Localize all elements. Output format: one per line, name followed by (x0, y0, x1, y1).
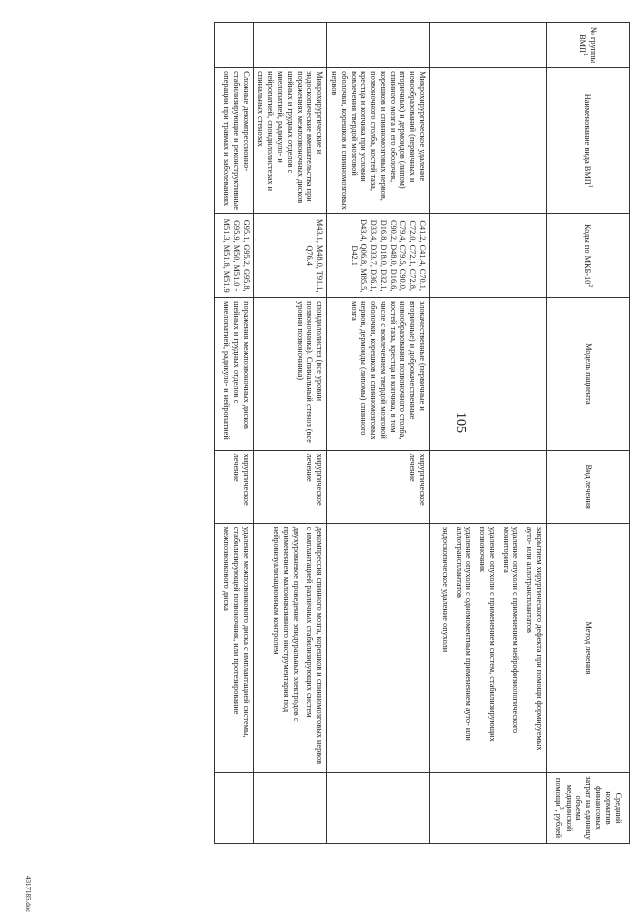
method-cell (253, 523, 326, 772)
model-cell: злокачественные (первичные и вторичные) и доброкачественные новообразования позвоночного столба, костей таза, крестца и копчика, в том числе с вовлечением твердой мозговой оболочки, корешков и спинномозговых нервов, дермоиды (липомы) спинного мозга (327, 298, 430, 451)
method-item: двухуровневое проведение эпидуральных электродов с применением малоинвазивного инструментария под нейровизуализационным контролем (272, 526, 301, 722)
name-cell: Микрохирургические и эндоскопические вмешательства при поражениях межпозвоночных дисков шейных и грудных отделов с миелопатией, радикуло- и нейропатией, спондилолистезах и спинальных стенозах (253, 68, 326, 214)
rotated-page (38, 12, 638, 852)
method-item: удаление опухоли с применением систем, стабилизирующих позвоночник (478, 526, 497, 742)
kind-cell: хирургическое лечение (327, 450, 430, 523)
method-item: удаление межпозвонкового диска с имплантацией системы, стабилизирующей позвоночник, или протезирование межпозвонкового диска (222, 526, 251, 738)
header-method: Метод лечения (547, 523, 630, 772)
method-item: удаление опухоли с одномоментным применением ауто- или аллотрансплантатов (454, 526, 474, 741)
cost-cell (215, 773, 253, 844)
method-item: эндоскопическое удаление опухоли (440, 526, 450, 653)
header-codes: Коды по МКБ-$10^2$ (547, 214, 630, 298)
cost-cell (327, 773, 430, 844)
kind-cell: хирургическое лечение (253, 450, 326, 523)
method-item: закрытием хирургического дефекта при помощи формируемых ауто- или аллотрансплантатов (525, 526, 544, 751)
name-cell: Сложные декомпрессионно-стабилизирующие и реконструктивные операции при травмах и заболеваниях (215, 68, 253, 214)
method-cell (215, 523, 253, 772)
table-row (253, 23, 326, 844)
group-cell (253, 23, 326, 68)
page-number: 105 (453, 412, 468, 433)
table-row (327, 23, 430, 844)
header-row (547, 23, 630, 844)
method-cell (327, 523, 430, 772)
kind-cell: хирургическое лечение (215, 450, 253, 523)
method-cell (430, 523, 547, 772)
footer-filename: 4317185.doc (24, 876, 32, 912)
cost-cell (253, 773, 326, 844)
group-cell (327, 23, 430, 68)
table-row (430, 23, 547, 844)
vmp-table (214, 22, 630, 844)
header-kind: Вид лечения (547, 450, 630, 523)
codes-cell: M43.1, M48.0, T91.1, Q76.4 (253, 214, 326, 298)
table-row (215, 23, 253, 844)
model-cell: спондилолистез (все уровни позвоночника). Спинальный стеноз (все уровни позвоночника) (253, 298, 326, 451)
model-cell: поражения межпозвоночных дисков шейных и грудных отделов с миелопатией, радикуло- и нейропатией (215, 298, 253, 451)
codes-cell: G95.1, G95.2, G95.8, G95.9, M50, M51.0 - M51.3, M51.8, M51.9 (215, 214, 253, 298)
header-group: № группы ВМП$^1$ (547, 23, 630, 68)
method-item: удаление опухоли с применением нейрофизиологического мониторинга (501, 526, 521, 734)
header-cost: Средний норматив финансовых затрат на единицу объема медицинской помощи$^3$, рублей (547, 773, 630, 844)
codes-cell: C41.2, C41.4, C70.1, C72.0, C72.1, C72.8, C79.4, C79.5, C90.0, C90.2, D48.0, D16.6, D16.8, D18.0, D32.1, D33.4, D33.7, D36.1, D43.4, Q06.8, M85.5, D42.1 (327, 214, 430, 298)
group-cell (215, 23, 253, 68)
header-name: Наименование вида ВМП$^1$ (547, 68, 630, 214)
method-item: декомпрессия спинного мозга, корешков и спинномозговых нервов с имплантацией различных стабилизирующих систем (305, 526, 325, 765)
name-cell: Микрохирургическое удаление новообразований (первичных и вторичных) и дермоидов (липом) спинного мозга и его оболочек, корешков и спинномозговых нервов, позвоночного столба, костей таза, крестца и копчика при условии вовлечения твердой мозговой оболочки, корешков и спинномозговых нервов (327, 68, 430, 214)
header-model: Модель пациента (547, 298, 630, 451)
